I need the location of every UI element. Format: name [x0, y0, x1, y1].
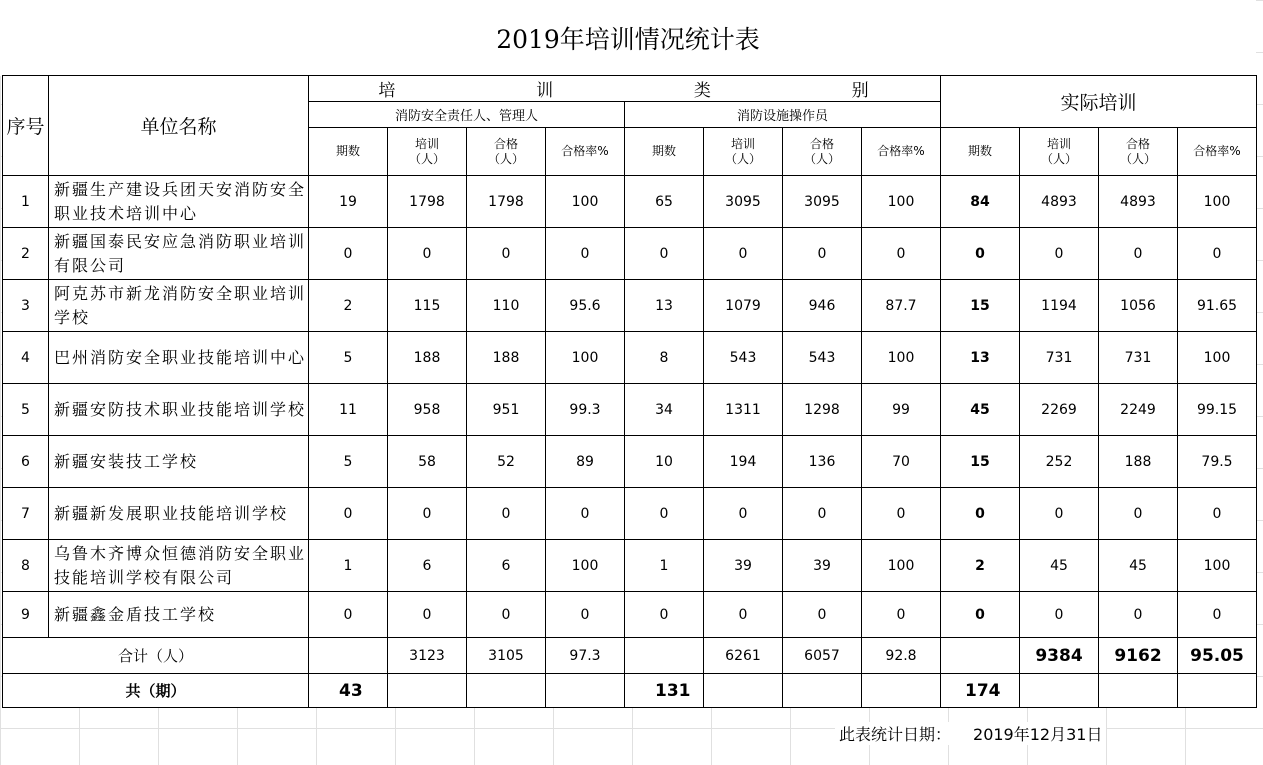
value-cell: 3095 — [783, 176, 862, 228]
value-cell: 91.65 — [1178, 280, 1257, 332]
value-cell: 0 — [388, 592, 467, 638]
header-sub-column: 合格率% — [1178, 128, 1257, 176]
value-cell: 1056 — [1099, 280, 1178, 332]
period-value-cell — [1178, 674, 1257, 708]
header-sub-column: 培训 （人） — [1020, 128, 1099, 176]
value-cell: 0 — [704, 228, 783, 280]
table-row — [3, 436, 1257, 488]
row-index: 4 — [3, 332, 49, 384]
value-cell: 1 — [309, 540, 388, 592]
table-row — [3, 176, 1257, 228]
value-cell: 0 — [1178, 488, 1257, 540]
header-unit-name: 单位名称 — [49, 76, 309, 176]
value-cell: 731 — [1099, 332, 1178, 384]
row-index: 6 — [3, 436, 49, 488]
total-value-cell: 6057 — [783, 638, 862, 674]
value-cell: 0 — [1099, 592, 1178, 638]
header-sub-column: 期数 — [309, 128, 388, 176]
total-value-cell — [625, 638, 704, 674]
value-cell: 0 — [862, 228, 941, 280]
header-training-category — [309, 76, 941, 102]
value-cell: 0 — [1020, 228, 1099, 280]
period-value-cell — [862, 674, 941, 708]
unit-name-cell: 新疆鑫金盾技工学校 — [49, 592, 309, 638]
header-sub-column: 期数 — [625, 128, 704, 176]
row-index: 5 — [3, 384, 49, 436]
header-category-char: 培 — [378, 81, 398, 101]
value-cell: 99.3 — [546, 384, 625, 436]
value-cell: 6 — [467, 540, 546, 592]
period-value-cell: 43 — [309, 674, 388, 708]
value-cell: 34 — [625, 384, 704, 436]
value-cell: 0 — [783, 228, 862, 280]
value-cell: 110 — [467, 280, 546, 332]
value-cell: 45 — [941, 384, 1020, 436]
training-stats-table — [2, 75, 1257, 708]
value-cell: 0 — [783, 592, 862, 638]
header-category-char: 别 — [851, 81, 871, 101]
value-cell: 15 — [941, 280, 1020, 332]
statistics-date — [835, 722, 1106, 745]
period-value-cell — [704, 674, 783, 708]
total-value-cell: 97.3 — [546, 638, 625, 674]
header-group-operator: 消防设施操作员 — [625, 102, 941, 128]
value-cell: 100 — [862, 332, 941, 384]
value-cell: 39 — [783, 540, 862, 592]
table-row — [3, 592, 1257, 638]
value-cell: 100 — [862, 176, 941, 228]
value-cell: 100 — [1178, 332, 1257, 384]
value-cell: 0 — [862, 592, 941, 638]
value-cell: 0 — [704, 488, 783, 540]
value-cell: 0 — [1020, 488, 1099, 540]
value-cell: 2 — [309, 280, 388, 332]
unit-name-cell: 新疆国泰民安应急消防职业培训有限公司 — [49, 228, 309, 280]
value-cell: 2269 — [1020, 384, 1099, 436]
value-cell: 0 — [941, 228, 1020, 280]
value-cell: 84 — [941, 176, 1020, 228]
value-cell: 5 — [309, 332, 388, 384]
row-index: 1 — [3, 176, 49, 228]
value-cell: 0 — [309, 592, 388, 638]
total-value-cell: 92.8 — [862, 638, 941, 674]
value-cell: 0 — [546, 592, 625, 638]
value-cell: 0 — [862, 488, 941, 540]
value-cell: 0 — [467, 228, 546, 280]
value-cell: 11 — [309, 384, 388, 436]
total-value-cell: 9162 — [1099, 638, 1178, 674]
value-cell: 87.7 — [862, 280, 941, 332]
row-index: 3 — [3, 280, 49, 332]
value-cell: 1079 — [704, 280, 783, 332]
value-cell: 3095 — [704, 176, 783, 228]
value-cell: 100 — [546, 332, 625, 384]
unit-name-cell: 新疆安防技术职业技能培训学校 — [49, 384, 309, 436]
value-cell: 958 — [388, 384, 467, 436]
unit-name-cell: 新疆生产建设兵团天安消防安全职业技术培训中心 — [49, 176, 309, 228]
table-row — [3, 332, 1257, 384]
value-cell: 115 — [388, 280, 467, 332]
header-sub-column: 合格 （人） — [783, 128, 862, 176]
value-cell: 99 — [862, 384, 941, 436]
total-value-cell: 3105 — [467, 638, 546, 674]
header-sub-column: 期数 — [941, 128, 1020, 176]
value-cell: 5 — [309, 436, 388, 488]
row-index: 8 — [3, 540, 49, 592]
total-value-cell: 3123 — [388, 638, 467, 674]
table-row — [3, 488, 1257, 540]
total-value-cell: 95.05 — [1178, 638, 1257, 674]
table-row — [3, 384, 1257, 436]
value-cell: 6 — [388, 540, 467, 592]
header-row-1 — [3, 76, 1257, 102]
value-cell: 252 — [1020, 436, 1099, 488]
value-cell: 188 — [1099, 436, 1178, 488]
value-cell: 0 — [309, 228, 388, 280]
value-cell: 731 — [1020, 332, 1099, 384]
value-cell: 0 — [941, 488, 1020, 540]
value-cell: 136 — [783, 436, 862, 488]
period-value-cell — [783, 674, 862, 708]
value-cell: 0 — [1099, 228, 1178, 280]
value-cell: 100 — [546, 176, 625, 228]
value-cell: 52 — [467, 436, 546, 488]
value-cell: 0 — [1020, 592, 1099, 638]
value-cell: 1311 — [704, 384, 783, 436]
value-cell: 1798 — [467, 176, 546, 228]
header-sub-column: 合格 （人） — [1099, 128, 1178, 176]
value-cell: 8 — [625, 332, 704, 384]
total-value-cell: 9384 — [1020, 638, 1099, 674]
table-row — [3, 540, 1257, 592]
value-cell: 0 — [467, 488, 546, 540]
value-cell: 0 — [546, 488, 625, 540]
header-actual-training: 实际培训 — [941, 76, 1257, 128]
value-cell: 1798 — [388, 176, 467, 228]
header-sub-column: 合格率% — [546, 128, 625, 176]
total-row — [3, 638, 1257, 674]
value-cell: 100 — [862, 540, 941, 592]
value-cell: 0 — [941, 592, 1020, 638]
unit-name-cell: 乌鲁木齐博众恒德消防安全职业技能培训学校有限公司 — [49, 540, 309, 592]
header-group-manager: 消防安全责任人、管理人 — [309, 102, 625, 128]
value-cell: 951 — [467, 384, 546, 436]
period-value-cell — [467, 674, 546, 708]
value-cell: 100 — [546, 540, 625, 592]
header-sub-column: 合格率% — [862, 128, 941, 176]
value-cell: 0 — [1178, 228, 1257, 280]
header-category-char: 类 — [693, 81, 713, 101]
table-row — [3, 280, 1257, 332]
value-cell: 0 — [1099, 488, 1178, 540]
value-cell: 2249 — [1099, 384, 1178, 436]
period-value-cell — [388, 674, 467, 708]
value-cell: 0 — [625, 592, 704, 638]
period-value-cell: 174 — [941, 674, 1020, 708]
total-value-cell — [941, 638, 1020, 674]
value-cell: 2 — [941, 540, 1020, 592]
value-cell: 4893 — [1020, 176, 1099, 228]
value-cell: 65 — [625, 176, 704, 228]
period-total-row — [3, 674, 1257, 708]
value-cell: 0 — [783, 488, 862, 540]
table-row — [3, 228, 1257, 280]
value-cell: 1298 — [783, 384, 862, 436]
value-cell: 188 — [467, 332, 546, 384]
value-cell: 0 — [625, 228, 704, 280]
period-value-cell — [1099, 674, 1178, 708]
value-cell: 100 — [1178, 540, 1257, 592]
date-label: 此表统计日期： — [839, 725, 952, 744]
row-index: 9 — [3, 592, 49, 638]
value-cell: 194 — [704, 436, 783, 488]
value-cell: 0 — [309, 488, 388, 540]
value-cell: 4893 — [1099, 176, 1178, 228]
value-cell: 543 — [783, 332, 862, 384]
total-value-cell: 6261 — [704, 638, 783, 674]
value-cell: 0 — [467, 592, 546, 638]
value-cell: 45 — [1020, 540, 1099, 592]
total-label: 合计（人） — [3, 638, 309, 674]
value-cell: 100 — [1178, 176, 1257, 228]
value-cell: 15 — [941, 436, 1020, 488]
value-cell: 0 — [388, 488, 467, 540]
value-cell: 10 — [625, 436, 704, 488]
value-cell: 0 — [1178, 592, 1257, 638]
period-value-cell — [1020, 674, 1099, 708]
value-cell: 0 — [388, 228, 467, 280]
total-value-cell — [309, 638, 388, 674]
table-title: 2019年培训情况统计表 — [0, 0, 1256, 76]
value-cell: 19 — [309, 176, 388, 228]
period-value-cell — [546, 674, 625, 708]
date-value: 2019年12月31日 — [973, 725, 1103, 744]
value-cell: 0 — [625, 488, 704, 540]
value-cell: 1194 — [1020, 280, 1099, 332]
value-cell: 543 — [704, 332, 783, 384]
row-index: 2 — [3, 228, 49, 280]
value-cell: 99.15 — [1178, 384, 1257, 436]
header-sub-column: 培训 （人） — [704, 128, 783, 176]
unit-name-cell: 新疆安装技工学校 — [49, 436, 309, 488]
unit-name-cell: 新疆新发展职业技能培训学校 — [49, 488, 309, 540]
header-category-char: 训 — [536, 81, 556, 101]
value-cell: 70 — [862, 436, 941, 488]
row-index: 7 — [3, 488, 49, 540]
value-cell: 0 — [546, 228, 625, 280]
value-cell: 1 — [625, 540, 704, 592]
header-sub-column: 合格 （人） — [467, 128, 546, 176]
header-index: 序号 — [3, 76, 49, 176]
value-cell: 45 — [1099, 540, 1178, 592]
value-cell: 188 — [388, 332, 467, 384]
value-cell: 95.6 — [546, 280, 625, 332]
value-cell: 13 — [625, 280, 704, 332]
value-cell: 0 — [704, 592, 783, 638]
period-value-cell: 131 — [625, 674, 704, 708]
unit-name-cell: 巴州消防安全职业技能培训中心 — [49, 332, 309, 384]
value-cell: 79.5 — [1178, 436, 1257, 488]
unit-name-cell: 阿克苏市新龙消防安全职业培训学校 — [49, 280, 309, 332]
header-sub-column: 培训 （人） — [388, 128, 467, 176]
value-cell: 13 — [941, 332, 1020, 384]
value-cell: 39 — [704, 540, 783, 592]
period-total-label: 共（期） — [3, 674, 309, 708]
value-cell: 89 — [546, 436, 625, 488]
value-cell: 58 — [388, 436, 467, 488]
value-cell: 946 — [783, 280, 862, 332]
